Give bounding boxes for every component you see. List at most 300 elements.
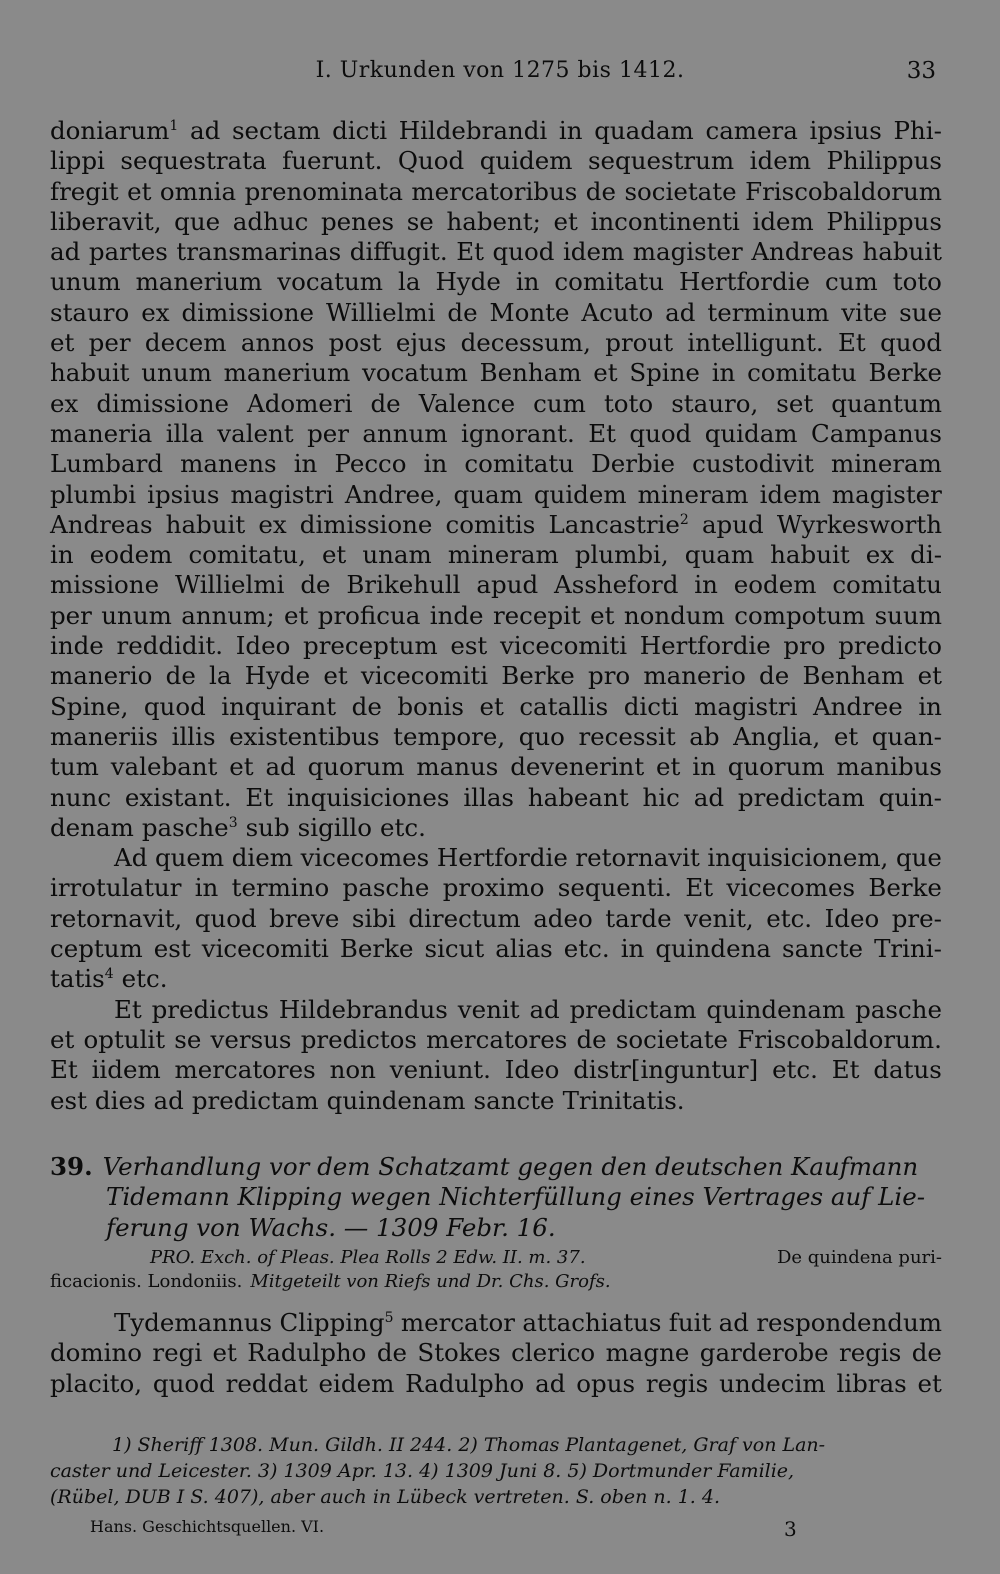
word: et — [284, 600, 309, 630]
footnote-marker: 1 — [169, 118, 179, 134]
footnote-marker: 3 — [228, 814, 238, 831]
word: dimissione — [181, 297, 315, 327]
word: Ideo — [504, 1055, 560, 1085]
word: se — [174, 1024, 202, 1054]
word: societate — [624, 176, 737, 206]
word: idem — [759, 479, 821, 509]
word: tum — [50, 752, 99, 782]
word: adeo — [533, 903, 593, 933]
text-line — [50, 1055, 942, 1085]
word: post — [328, 328, 382, 358]
document-heading-line — [50, 1152, 942, 1182]
document-heading — [50, 1152, 942, 1243]
word: quam — [453, 479, 523, 509]
word: Et — [114, 994, 142, 1024]
text-line — [50, 934, 942, 964]
word: et — [590, 600, 615, 630]
word: est — [450, 631, 488, 661]
text-line — [50, 1025, 942, 1055]
word: plumbi, — [574, 540, 669, 570]
word: de — [585, 176, 616, 206]
heading-line-3: ferung von Wachs. — 1309 Febr. 16. — [106, 1212, 556, 1242]
word: Trinitatis. — [562, 1085, 685, 1115]
word: regi — [152, 1338, 203, 1368]
word: quod — [629, 418, 692, 448]
word: habuit — [165, 509, 246, 539]
word: mineram — [447, 540, 559, 570]
source-note — [50, 1246, 942, 1294]
word: et — [323, 661, 348, 691]
word: dimissione — [96, 388, 229, 418]
footnote-line — [50, 1432, 942, 1458]
word: fregit — [50, 176, 119, 206]
word: Hildebrandi — [398, 116, 548, 145]
word: Derbie — [591, 449, 676, 479]
word: etc. — [766, 903, 813, 933]
word: mineram — [637, 479, 749, 509]
word: manus — [416, 752, 499, 782]
word: in — [194, 873, 219, 903]
word: libras — [836, 1368, 907, 1398]
word: Monte — [489, 297, 570, 327]
word: Hildebrandus — [278, 994, 448, 1024]
word: ceptum — [50, 934, 143, 964]
word: illa — [165, 418, 204, 448]
word: et — [50, 328, 75, 358]
word: quam — [684, 540, 755, 570]
word: unam — [362, 540, 432, 570]
word: breve — [269, 903, 340, 933]
sheet-number: 3 — [784, 1517, 797, 1541]
word: de — [759, 661, 790, 691]
word: Acuto — [581, 297, 654, 327]
word: mineram — [830, 449, 942, 479]
text-line — [50, 328, 942, 358]
word: ad — [535, 1368, 566, 1398]
text-line — [50, 267, 942, 297]
word: et — [656, 752, 681, 782]
word: Hyde — [244, 661, 311, 691]
word: directum — [408, 903, 521, 933]
running-header — [0, 58, 1000, 88]
text-line — [50, 1086, 942, 1116]
word: reddidit. — [116, 631, 224, 661]
word: existant. — [124, 782, 232, 812]
word: habeant — [527, 782, 629, 812]
word: stauro, — [671, 388, 759, 418]
text-line — [50, 873, 942, 903]
word: habent; — [446, 206, 541, 236]
word: ignorant. — [461, 418, 575, 448]
word: diem — [231, 843, 293, 873]
word: Assheford — [554, 570, 679, 600]
word: quod — [143, 691, 206, 721]
word: manibus — [836, 752, 942, 782]
text-line — [50, 1369, 942, 1399]
word: que — [174, 206, 221, 236]
word: predictam — [569, 994, 697, 1024]
word: pasche$^3$ — [141, 812, 238, 842]
word: sicut — [424, 934, 485, 964]
word: non — [329, 1055, 376, 1085]
word: magistri — [230, 479, 334, 509]
word: etc. — [563, 934, 610, 964]
word: est — [50, 1085, 87, 1115]
source-place: ficacionis. Londoniis. — [50, 1271, 243, 1292]
footnote-text: (Rübel, DUB I S. 407), aber auch in Lübeck vertreten. S. oben n. 1. 4. — [50, 1486, 721, 1508]
word: vocatum — [362, 358, 468, 388]
word: regis — [839, 1338, 902, 1368]
word: irrotulatur — [50, 873, 182, 903]
word: venit — [457, 994, 520, 1024]
text-line — [50, 389, 942, 419]
word: hic — [642, 782, 680, 812]
word: quidem — [533, 479, 627, 509]
word: existentibus — [229, 721, 380, 751]
word: magister — [632, 237, 743, 267]
word: Willielmi — [325, 297, 436, 327]
word: partes — [88, 237, 168, 267]
word: annum — [362, 418, 448, 448]
word: unum — [50, 267, 121, 297]
word: quorum — [307, 752, 405, 782]
word: per — [50, 600, 92, 630]
word: mercatores — [174, 1055, 316, 1085]
word: placito, — [50, 1368, 143, 1398]
word: comitatu — [747, 358, 857, 388]
word: Hertfordie — [436, 843, 568, 873]
text-line — [50, 722, 942, 752]
word: sub — [245, 812, 290, 842]
word: ad — [529, 994, 560, 1024]
word: retornavit — [575, 843, 700, 873]
footnote-text: caster und Leicester. 3) 1309 Apr. 13. 4) 1309 Juni 8. 5) Dortmunder Familie, — [50, 1460, 795, 1482]
word: est — [153, 934, 191, 964]
word: transmarinas — [176, 237, 342, 267]
word: garderobe — [699, 1338, 829, 1368]
word: vicecomiti — [499, 631, 628, 661]
word: ad — [265, 752, 296, 782]
word: idem — [752, 206, 814, 236]
word: nunc — [50, 782, 112, 812]
word: tempore, — [393, 721, 506, 751]
text-line — [50, 995, 942, 1025]
word: camera — [705, 116, 798, 145]
word: opus — [576, 1368, 636, 1398]
word: preceptum — [303, 631, 438, 661]
word: sancte — [473, 1085, 555, 1115]
word: respondendum — [756, 1308, 942, 1337]
word: Benham — [479, 358, 582, 388]
heading-line-1: Verhandlung vor dem Schatzamt gegen den deutschen Kaufmann — [102, 1152, 919, 1181]
word: Brikehull — [346, 570, 461, 600]
word: pro — [588, 661, 631, 691]
word: clerico — [511, 1338, 596, 1368]
word: Radulpho — [405, 1368, 525, 1398]
word: sigillo — [297, 812, 373, 842]
word: Valence — [418, 388, 516, 418]
word: dicti — [623, 691, 679, 721]
running-title: I. Urkunden von 1275 bis 1412. — [315, 58, 685, 83]
word: vite — [841, 297, 888, 327]
word: per — [307, 418, 349, 448]
word: et — [593, 358, 618, 388]
word: tatis$^4$ — [50, 964, 114, 994]
footnote-marker: 4 — [104, 966, 114, 983]
word: quem — [154, 843, 225, 873]
word: unum — [141, 358, 212, 388]
word: unum — [101, 600, 172, 630]
word: ad — [693, 782, 725, 812]
word: annos — [240, 328, 315, 358]
text-line — [50, 601, 942, 631]
word: illas — [463, 782, 514, 812]
footnote-marker: 5 — [384, 1310, 394, 1326]
word: quidam — [704, 418, 798, 448]
text-line — [50, 813, 942, 843]
word: distr[inguntur] — [573, 1055, 759, 1085]
word: comitatu — [464, 449, 575, 479]
word: Lumbard — [50, 449, 163, 479]
word: quindena — [655, 934, 771, 964]
word: de — [300, 570, 331, 600]
word: liberavit, — [50, 206, 162, 236]
word: Philippus — [826, 206, 942, 236]
word: etc. — [772, 1055, 818, 1085]
word: nondum — [623, 600, 725, 630]
word: et — [321, 540, 347, 570]
word: sequenti. — [557, 873, 673, 903]
word: dimissione — [299, 509, 433, 539]
word: Andree — [812, 691, 903, 721]
text-line — [50, 237, 942, 267]
text-line — [50, 146, 942, 176]
word: valebant — [110, 752, 218, 782]
text-line — [50, 419, 942, 449]
word: Lancastrie$^2$ — [548, 509, 689, 539]
word: comitatu — [554, 267, 665, 297]
word: de — [370, 388, 401, 418]
word: in — [515, 267, 540, 297]
word: predictus — [151, 994, 269, 1024]
word: inquirant — [221, 691, 337, 721]
word: optulit — [83, 1024, 166, 1054]
word: ab — [689, 721, 720, 751]
word: illis — [171, 721, 216, 751]
word: idem — [749, 146, 811, 176]
word: prout — [605, 328, 674, 358]
page-footer — [0, 1517, 1000, 1543]
word: inde — [50, 631, 104, 661]
word: Hertfordie — [679, 267, 811, 297]
text-line — [50, 358, 942, 388]
word: quod — [194, 903, 257, 933]
word: habuit — [862, 237, 942, 267]
word: quadam — [594, 116, 694, 145]
word: quindenam — [326, 1085, 466, 1115]
word: la — [209, 661, 232, 691]
word: Pecco — [334, 449, 407, 479]
word: et — [917, 1368, 942, 1398]
word: domino — [50, 1338, 143, 1368]
word: reddat — [225, 1368, 308, 1398]
word: comitatu, — [188, 540, 306, 570]
word: manens — [180, 449, 277, 479]
text-line — [50, 752, 942, 782]
word: predictam — [191, 1085, 319, 1115]
word: lippi — [50, 146, 105, 176]
word: sequestrata — [120, 146, 267, 176]
footnote-line — [50, 1458, 942, 1484]
word: Andreas — [50, 509, 153, 539]
footnotes — [50, 1432, 942, 1510]
document-heading-line — [50, 1213, 942, 1243]
word: eidem — [318, 1368, 395, 1398]
word: in — [694, 570, 718, 600]
word: attachiatus — [522, 1308, 662, 1337]
text-line — [50, 964, 942, 994]
word: dicti — [332, 116, 388, 145]
word: et — [553, 206, 578, 236]
word: quod — [152, 1368, 215, 1398]
word: pasche — [342, 873, 430, 903]
word: in — [692, 752, 716, 782]
word: in — [918, 691, 942, 721]
word: Ideo — [235, 631, 291, 661]
text-line — [50, 631, 942, 661]
word: custodivit — [692, 449, 814, 479]
word: ad — [665, 297, 696, 327]
word: magistri — [694, 691, 798, 721]
word: Et — [245, 782, 274, 812]
word: et — [833, 721, 859, 751]
word: Et — [50, 1055, 78, 1085]
word: vocatum — [277, 267, 384, 297]
word: Berke — [501, 661, 575, 691]
word: tarde — [605, 903, 672, 933]
word: vicecomiti — [201, 934, 329, 964]
word: doniarum$^1$ — [50, 116, 179, 145]
word: Et — [588, 418, 616, 448]
word: vicecomiti — [360, 661, 489, 691]
word: ipsius — [809, 116, 882, 145]
word: etc. — [121, 964, 168, 994]
word: annum; — [181, 600, 275, 630]
word: ad — [718, 1308, 749, 1337]
word: habuit — [50, 358, 130, 388]
footnote-line — [50, 1484, 942, 1510]
text-line — [50, 298, 942, 328]
text-line — [50, 510, 942, 540]
word: quin- — [878, 782, 942, 812]
word: compotum — [734, 600, 866, 630]
word: pre- — [891, 903, 942, 933]
word: proficua — [317, 600, 421, 630]
word: fuerunt. — [282, 146, 383, 176]
word: in — [423, 449, 448, 479]
word: prenominata — [244, 176, 403, 206]
word: recepit — [492, 600, 581, 630]
word: Trini- — [874, 934, 942, 964]
word: manerio — [50, 661, 153, 691]
text-line — [50, 116, 942, 146]
word: maneriis — [50, 721, 159, 751]
word: comitis — [445, 509, 536, 539]
word: omnia — [159, 176, 237, 206]
word: Berke — [339, 934, 414, 964]
text-line — [50, 692, 942, 722]
word: undecim — [719, 1368, 826, 1398]
text-line — [50, 1338, 942, 1368]
word: datus — [873, 1055, 942, 1085]
word: se — [406, 206, 434, 236]
word: fuit — [668, 1308, 712, 1337]
main-text-block — [50, 116, 942, 1116]
word: intelligunt. — [687, 328, 824, 358]
word: Phi- — [893, 116, 942, 145]
text-line — [50, 1308, 942, 1338]
word: de — [911, 1338, 942, 1368]
word: maneria — [50, 418, 153, 448]
word: Willielmi — [174, 570, 285, 600]
word: etc. — [380, 812, 426, 842]
word: in — [293, 449, 318, 479]
word: et — [479, 691, 504, 721]
word: sancte — [782, 934, 864, 964]
word: in — [558, 116, 583, 145]
word: recessit — [578, 721, 676, 751]
word: suum — [874, 600, 942, 630]
word: Et — [456, 237, 484, 267]
word: Campanus — [810, 418, 942, 448]
word: alias — [495, 934, 553, 964]
word: manerium — [223, 358, 351, 388]
word: magister — [831, 479, 942, 509]
word: Ideo — [824, 903, 880, 933]
text-line — [50, 570, 942, 600]
word: comitatu — [832, 570, 942, 600]
word: sequestrum — [587, 146, 735, 176]
word: inde — [429, 600, 484, 630]
text-line — [50, 661, 942, 691]
word: sibi — [351, 903, 396, 933]
word: inquisiciones — [286, 782, 450, 812]
word: de — [165, 661, 196, 691]
word: pro — [783, 631, 826, 661]
word: cum — [825, 267, 878, 297]
text-line — [50, 783, 942, 813]
word: Andreas — [751, 237, 854, 267]
word: dies — [94, 1085, 146, 1115]
word: Berke — [868, 873, 942, 903]
word: Clipping$^5$ — [279, 1308, 394, 1337]
source-line — [50, 1246, 942, 1270]
word: de — [447, 297, 478, 327]
word: sectam — [231, 116, 321, 145]
word: ad — [189, 116, 221, 145]
word: vicecomes — [726, 873, 856, 903]
word: mercatores — [426, 1024, 568, 1054]
footnote-marker: 2 — [679, 511, 689, 528]
word: retornavit, — [50, 903, 183, 933]
word: inquisicionem, — [707, 843, 889, 873]
word: predictam — [737, 782, 865, 812]
word: proximo — [442, 873, 545, 903]
text-line — [50, 843, 942, 873]
word: quod — [492, 237, 555, 267]
word: quidem — [479, 146, 573, 176]
word: predictos — [300, 1024, 417, 1054]
